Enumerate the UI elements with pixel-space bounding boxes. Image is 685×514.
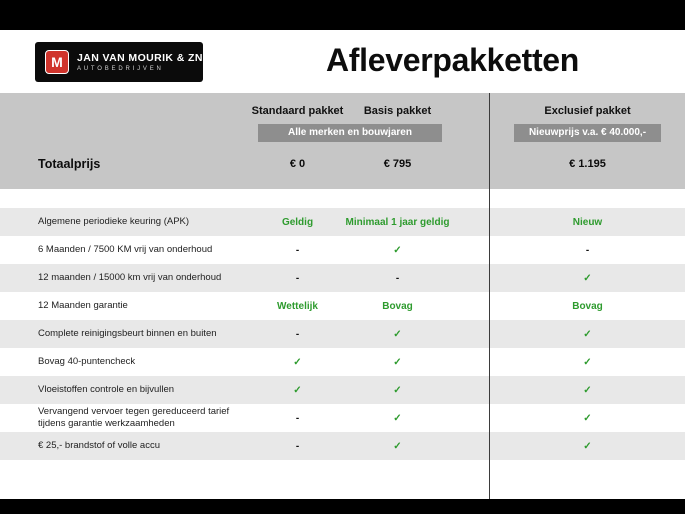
row-label: 12 Maanden garantie xyxy=(38,300,128,312)
top-bar xyxy=(0,0,685,30)
column-header-standaard: Standaard pakket xyxy=(251,105,344,117)
badge-all-brands: Alle merken en bouwjaren xyxy=(258,124,442,142)
row-label: 12 maanden / 15000 km vrij van onderhoud xyxy=(38,272,222,284)
column-spacer xyxy=(0,105,250,117)
cell-value: Nieuw xyxy=(572,216,603,228)
cell-value: ✓ xyxy=(583,328,592,340)
bottom-bar xyxy=(0,499,685,514)
badge-right-wrap xyxy=(490,124,685,142)
total-value-basis: € 795 xyxy=(383,158,412,170)
cell-value: ✓ xyxy=(393,356,402,368)
badge-left-wrap xyxy=(250,124,450,142)
total-label: Totaalprijs xyxy=(38,157,101,171)
cell-value: ✓ xyxy=(583,412,592,424)
band-gap xyxy=(0,189,685,208)
brand-logo xyxy=(35,42,203,82)
total-value-exclusief: € 1.195 xyxy=(569,158,606,170)
cell-value: Bovag xyxy=(572,300,603,312)
cell-value: - xyxy=(295,440,300,452)
cell-value: - xyxy=(295,244,300,256)
table-row xyxy=(0,320,685,348)
row-label: 6 Maanden / 7500 KM vrij van onderhoud xyxy=(38,244,213,256)
row-label: € 25,- brandstof of volle accu xyxy=(38,440,160,452)
row-label: Algemene periodieke keuring (APK) xyxy=(38,216,190,228)
column-divider-line xyxy=(489,93,490,499)
brand-subtitle: AUTOBEDRIJVEN xyxy=(77,65,164,72)
table-row xyxy=(0,432,685,460)
table-row xyxy=(0,348,685,376)
total-price-row xyxy=(0,157,685,171)
column-header-exclusief: Exclusief pakket xyxy=(544,105,631,117)
cell-value: Minimaal 1 jaar geldig xyxy=(345,216,450,228)
cell-value: ✓ xyxy=(393,384,402,396)
column-headers-row xyxy=(0,105,685,117)
column-header-basis: Basis pakket xyxy=(363,105,432,117)
cell-value: - xyxy=(295,328,300,340)
cell-value: ✓ xyxy=(393,440,402,452)
page-title: Afleverpakketten xyxy=(325,41,580,78)
cell-value: ✓ xyxy=(583,384,592,396)
cell-value: ✓ xyxy=(393,328,402,340)
table-row xyxy=(0,376,685,404)
brand-name: JAN VAN MOURIK & ZN xyxy=(77,51,203,64)
cell-value: ✓ xyxy=(293,356,302,368)
table-row xyxy=(0,208,685,236)
table-row xyxy=(0,236,685,264)
table-row xyxy=(0,292,685,320)
cell-value: Bovag xyxy=(382,300,413,312)
cell-value: - xyxy=(395,272,400,284)
total-value-standaard: € 0 xyxy=(289,158,306,170)
cell-value: - xyxy=(295,412,300,424)
row-label: Complete reinigingsbeurt binnen en buiten xyxy=(38,328,217,340)
row-label: Bovag 40-puntencheck xyxy=(38,356,136,368)
cell-value: ✓ xyxy=(583,356,592,368)
badges-row xyxy=(0,124,685,142)
cell-value: ✓ xyxy=(583,440,592,452)
cell-value: ✓ xyxy=(393,244,402,256)
feature-rows xyxy=(0,208,685,460)
cell-value: - xyxy=(295,272,300,284)
table-row xyxy=(0,404,685,432)
table-header-band xyxy=(0,93,685,189)
page-header xyxy=(0,30,685,93)
badge-new-price: Nieuwprijs v.a. € 40.000,- xyxy=(514,124,661,142)
table-row xyxy=(0,264,685,292)
row-label: Vloeistoffen controle en bijvullen xyxy=(38,384,175,396)
row-label: Vervangend vervoer tegen gereduceerd tarief tijdens garantie werkzaamheden xyxy=(38,406,230,429)
brand-monogram-icon: M xyxy=(45,50,69,74)
brand-text xyxy=(77,52,203,72)
cell-value: ✓ xyxy=(583,272,592,284)
cell-value: ✓ xyxy=(293,384,302,396)
cell-value: Geldig xyxy=(281,216,314,228)
cell-value: ✓ xyxy=(393,412,402,424)
cell-value: Wettelijk xyxy=(277,300,318,312)
cell-value: - xyxy=(585,244,590,256)
column-spacer xyxy=(450,105,490,117)
